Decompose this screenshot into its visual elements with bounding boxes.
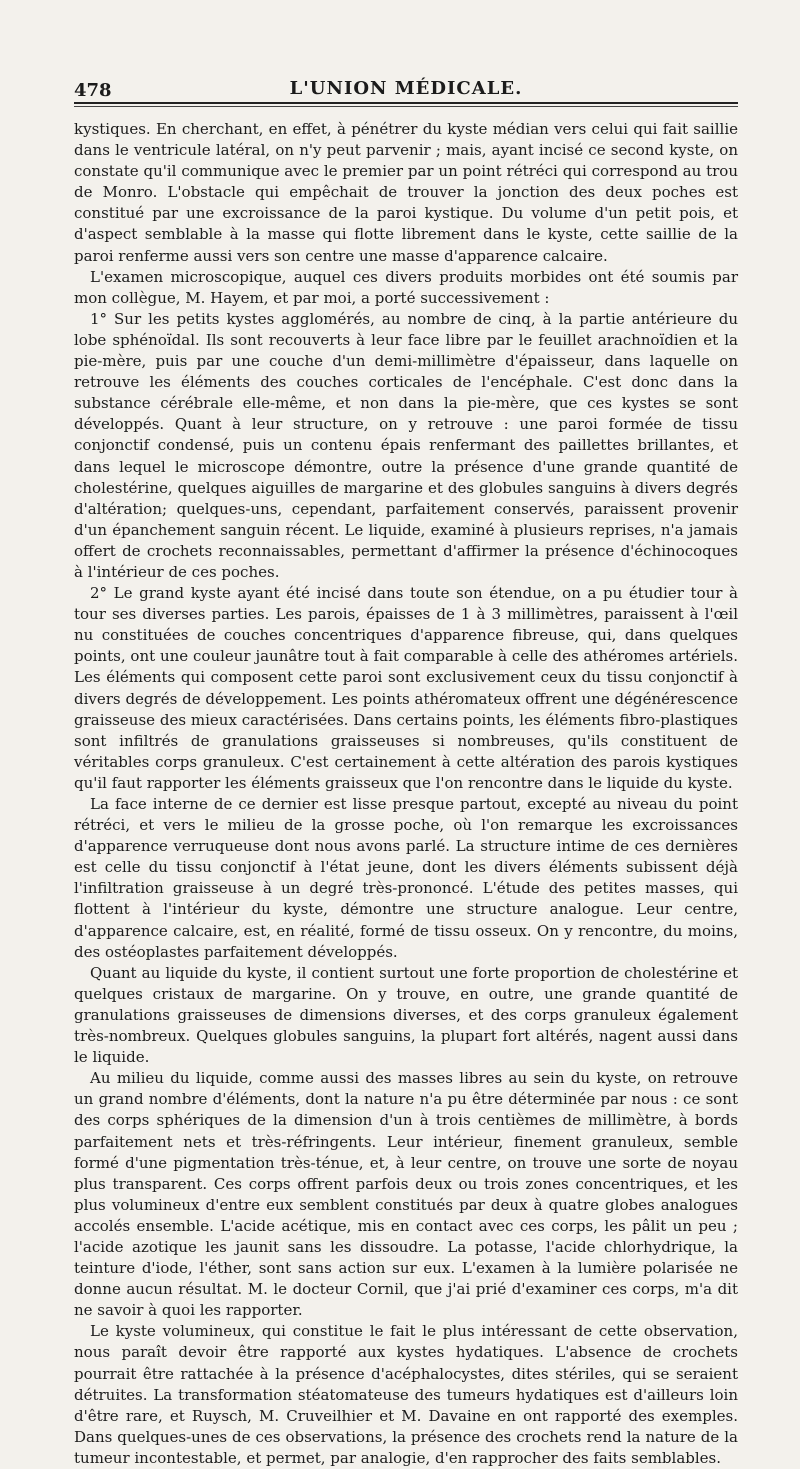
paragraph: Au milieu du liquide, comme aussi des masses libres au sein du kyste, on retrouve un grand nombre d'éléments, dont la nature n'a pu être déterminée par nous : ce sont des corps sphériques de la dimension d'un à trois centièmes de millimètre, à bords parfaitement nets et très-réfringents. Leur intérieur, finement granuleux, semble formé d'une pigmentation très-ténue, et, à leur centre, on trouve une sorte de noyau plus transparent. Ces corps offrent parfois deux ou trois zones concentriques, et les plus volumineux d'entre eux semblent constitués par deux à quatre globes analogues accolés ensemble. L'acide acétique, mis en contact avec ces corps, les pâlit un peu ; l'acide azotique les jaunit sans les dissoudre. La potasse, l'acide chlorhydrique, la teinture d'iode, l'éther, sont sans action sur eux. L'examen à la lumière polarisée ne donne aucun résultat. M. le docteur Cornil, que j'ai prié d'examiner ces corps, m'a dit ne savoir à quoi les rapporter. [74, 1069, 738, 1320]
page-header [74, 72, 738, 100]
page-number: 478 [74, 80, 112, 101]
paragraph: L'examen microscopique, auquel ces divers produits morbides ont été soumis par mon collègue, M. Hayem, et par moi, a porté successivement : [74, 267, 738, 307]
header-rule-thin [74, 106, 738, 107]
body-text [74, 119, 738, 1469]
paragraph: Quant au liquide du kyste, il contient surtout une forte proportion de cholestérine et quelques cristaux de margarine. On y trouve, en outre, une grande quantité de granulations graisseuses de dimensions diverses, et des corps granuleux également très-nombreux. Quelques globules sanguins, la plupart fort altérés, nagent aussi dans le liquide. [74, 963, 738, 1067]
running-title: L'UNION MÉDICALE. [289, 78, 523, 99]
header-rule [74, 102, 738, 104]
paragraph: La face interne de ce dernier est lisse presque partout, excepté au niveau du point rétréci, et vers le milieu de la grosse poche, où l'on remarque les excroissances d'apparence verruqueuse dont nous avons parlé. La structure intime de ces dernières est celle du tissu conjonctif à l'état jeune, dont les divers éléments subissent déjà l'infiltration graisseuse à un degré très-prononcé. L'étude des petites masses, qui flottent à l'intérieur du kyste, démontre une structure analogue. Leur centre, d'apparence calcaire, est, en réalité, formé de tissu osseux. On y rencontre, du moins, des ostéoplastes parfaitement développés. [74, 795, 738, 961]
paragraph: 2° Le grand kyste ayant été incisé dans toute son étendue, on a pu étudier tour à tour ses diverses parties. Les parois, épaisses de 1 à 3 millimètres, paraissent à l'œil nu constituées de couches concentriques d'apparence fibreuse, qui, dans quelques points, ont une couleur jaunâtre tout à fait comparable à celle des athéromes artériels. Les éléments qui composent cette paroi sont exclusivement ceux du tissu conjonctif à divers degrés de développement. Les points athéromateux offrent une dégénérescence graisseuse des mieux caractérisées. Dans certains points, les éléments fibro-plastiques sont infiltrés de granulations graisseuses si nombreuses, qu'ils constituent de véritables corps granuleux. C'est certainement à cette altération des parois kystiques qu'il faut rapporter les éléments graisseux que l'on rencontre dans le liquide du kyste. [74, 584, 738, 792]
paragraph: 1° Sur les petits kystes agglomérés, au nombre de cinq, à la partie antérieure du lobe sphénoïdal. Ils sont recouverts à leur face libre par le feuillet arachnoïdien et la pie-mère, puis par une couche d'un demi-millimètre d'épaisseur, dans laquelle on retrouve les éléments des couches corticales de l'encéphale. C'est donc dans la substance cérébrale elle-même, et non dans la pie-mère, que ces kystes se sont développés. Quant à leur structure, on y retrouve : une paroi formée de tissu conjonctif condensé, puis un contenu épais renfermant des paillettes brillantes, et dans lequel le microscope démontre, outre la présence d'une grande quantité de cholestérine, quelques aiguilles de margarine et des globules sanguins à divers degrés d'altération; quelques-uns, cependant, parfaitement conservés, paraissent provenir d'un épanchement sanguin récent. Le liquide, examiné à plusieurs reprises, n'a jamais offert de crochets reconnaissables, permettant d'affirmer la présence d'échinocoques à l'intérieur de ces poches. [74, 309, 738, 581]
paragraph: Le kyste volumineux, qui constitue le fait le plus intéressant de cette observation, nous paraît devoir être rapporté aux kystes hydatiques. L'absence de crochets pourrait être rattachée à la présence d'acéphalocystes, dites stériles, qui se seraient détruites. La transformation stéatomateuse des tumeurs hydatiques est d'ailleurs loin d'être rare, et Ruysch, M. Cruveilhier et M. Davaine en ont rapporté des exemples. Dans quelques-unes de ces observations, la présence des crochets rend la nature de la tumeur incontestable, et permet, par analogie, d'en rapprocher des faits semblables. [74, 1322, 738, 1467]
paragraph: kystiques. En cherchant, en effet, à pénétrer du kyste médian vers celui qui fait saillie dans le ventricule latéral, on n'y peut parvenir ; mais, ayant incisé ce second kyste, on constate qu'il communique avec le premier par un point rétréci qui correspond au trou de Monro. L'obstacle qui empêchait de trouver la jonction des deux poches est constitué par une excroissance de la paroi kystique. Du volume d'un petit pois, et d'aspect semblable à la masse qui flotte librement dans le kyste, cette saillie de la paroi renferme aussi vers son centre une masse d'apparence calcaire. [74, 120, 738, 265]
